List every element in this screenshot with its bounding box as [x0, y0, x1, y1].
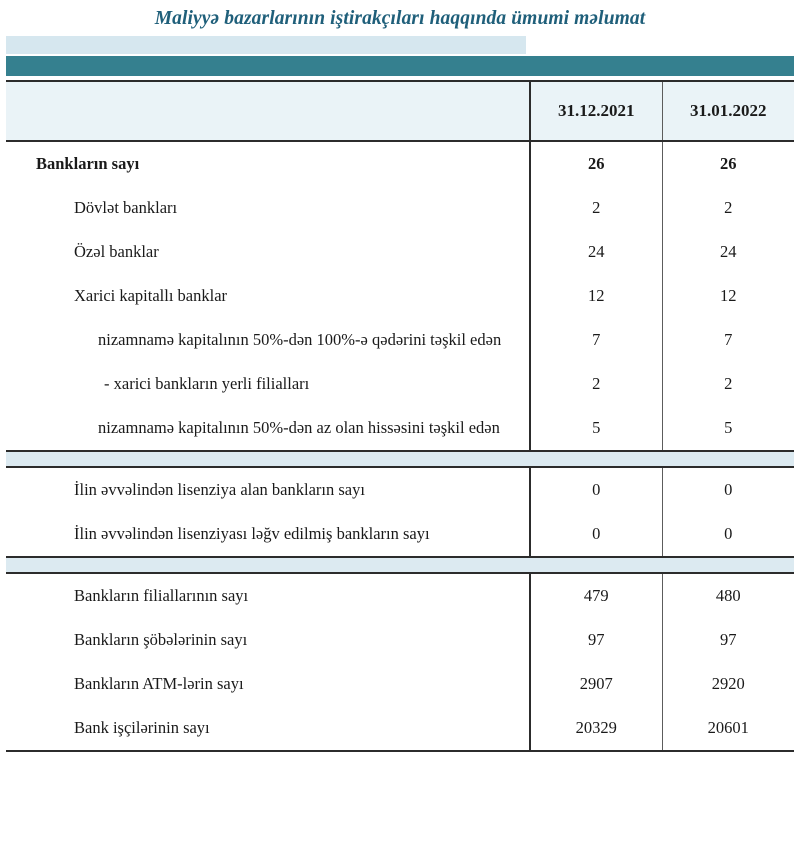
- row-value-2021: 7: [530, 318, 662, 362]
- row-value-2022: 2: [724, 198, 733, 217]
- table-row: [6, 141, 794, 186]
- row-value-2022: 26: [720, 154, 737, 173]
- row-label: İlin əvvəlindən lisenziyası ləğv edilmiş bankların sayı: [6, 512, 530, 557]
- row-value-2022: 12: [720, 286, 737, 305]
- row-label: Bankların filiallarının sayı: [6, 573, 530, 618]
- decorative-band-teal: [6, 56, 794, 76]
- row-value-2021: 97: [530, 618, 662, 662]
- row-value-2021: 24: [530, 230, 662, 274]
- data-table: [6, 80, 794, 752]
- row-value-2021: 2907: [530, 662, 662, 706]
- table-row: [6, 362, 794, 406]
- row-value-2021: 479: [530, 573, 662, 618]
- table-row: [6, 467, 794, 512]
- row-label: - xarici bankların yerli filialları: [6, 362, 530, 406]
- row-value-2021: 2: [530, 186, 662, 230]
- row-value-2022: 2: [724, 374, 733, 393]
- table-block-separator-cell: [6, 557, 794, 573]
- row-value-2022: 480: [715, 586, 741, 605]
- decorative-band-light: [6, 36, 526, 54]
- table-row: [6, 318, 794, 362]
- row-label: İlin əvvəlindən lisenziya alan bankların sayı: [6, 467, 530, 512]
- row-value-2022: 0: [724, 524, 733, 543]
- table-body: [6, 141, 794, 751]
- table-row: [6, 512, 794, 557]
- table-row: [6, 186, 794, 230]
- row-label: Bankların şöbələrinin sayı: [6, 618, 530, 662]
- header-date-1: 31.12.2021: [530, 81, 662, 141]
- table-row: [6, 230, 794, 274]
- row-value-2021: 2: [530, 362, 662, 406]
- row-label: Bank işçilərinin sayı: [6, 706, 530, 751]
- row-value-2022: 97: [720, 630, 737, 649]
- table-header-row: [6, 81, 794, 141]
- row-label: nizamnamə kapitalının 50%-dən 100%-ə qədərini təşkil edən: [6, 318, 530, 362]
- decorative-band-light-wrap: [0, 36, 800, 54]
- table-row: [6, 274, 794, 318]
- row-value-2022: 24: [720, 242, 737, 261]
- table-row: [6, 662, 794, 706]
- row-value-2021: 26: [530, 141, 662, 186]
- table-head: [6, 81, 794, 141]
- table-row: [6, 618, 794, 662]
- header-label-cell: [6, 81, 530, 141]
- row-label: Xarici kapitallı banklar: [6, 274, 530, 318]
- row-label: Dövlət bankları: [6, 186, 530, 230]
- table-block-separator: [6, 451, 794, 467]
- row-label: Özəl banklar: [6, 230, 530, 274]
- row-value-2022: 2920: [711, 674, 745, 693]
- row-value-2022: 20601: [662, 706, 794, 751]
- row-value-2021: 0: [530, 512, 662, 557]
- row-label: Bankların ATM-lərin sayı: [6, 662, 530, 706]
- row-value-2022: 0: [724, 480, 733, 499]
- row-label: nizamnamə kapitalının 50%-dən az olan hissəsini təşkil edən: [6, 406, 530, 451]
- table-row: [6, 406, 794, 451]
- page-title: Maliyyə bazarlarının iştirakçıları haqqında ümumi məlumat: [154, 8, 646, 29]
- row-value-2021: 5: [530, 406, 662, 451]
- row-value-2021: 20329: [530, 706, 662, 751]
- row-value-2021: 12: [530, 274, 662, 318]
- table-block-separator: [6, 557, 794, 573]
- row-value-2022: 7: [724, 330, 733, 349]
- table-block-separator-cell: [6, 451, 794, 467]
- table-row: [6, 573, 794, 618]
- header-date-2: 31.01.2022: [662, 81, 794, 141]
- row-value-2021: 0: [530, 467, 662, 512]
- table-row: [6, 706, 794, 751]
- row-value-2022: 5: [724, 418, 733, 437]
- row-label: Bankların sayı: [6, 141, 530, 186]
